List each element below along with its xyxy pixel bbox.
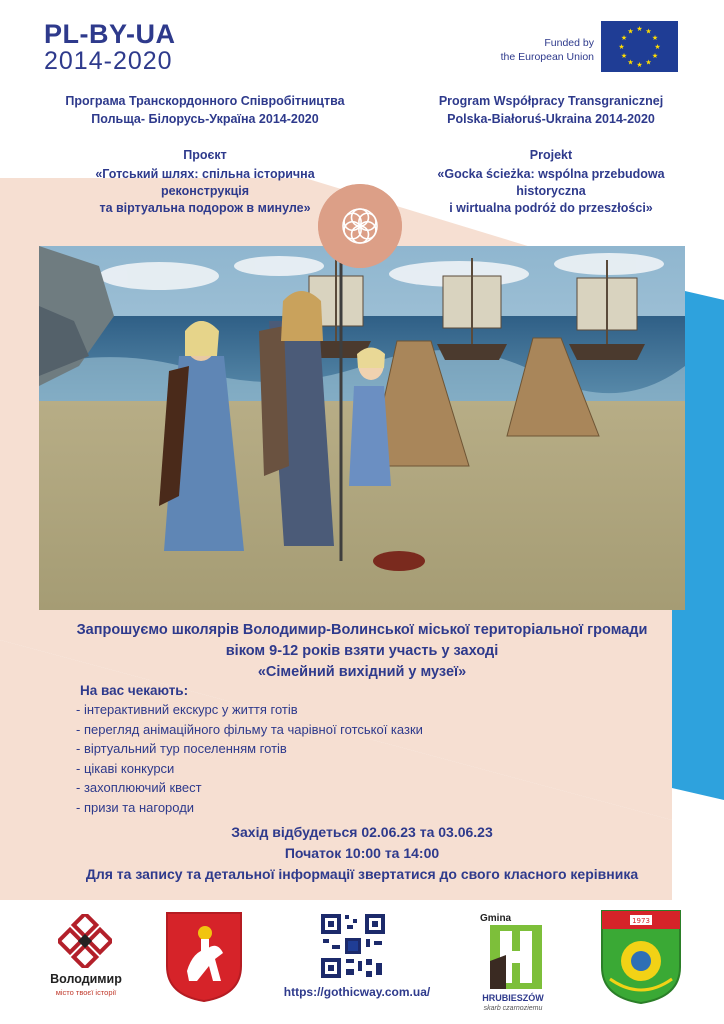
project-ua-line-3: та віртуальна подорож в минуле» <box>99 200 311 215</box>
eu-text-line-1: Funded by <box>544 37 594 49</box>
svg-text:★: ★ <box>651 52 659 60</box>
invitation-line-2: віком 9-12 років взяти участь у заході <box>225 643 499 660</box>
city-name: Володимир <box>50 972 122 986</box>
list-item: - перегляд анімаційного фільму та чарівної готської казки <box>76 721 423 737</box>
website-link[interactable]: https://gothicway.com.ua/ <box>283 985 431 999</box>
hrubieszow-logo-icon <box>486 921 546 993</box>
program-pl-line-2: Polska-Białoruś-Ukraina 2014-2020 <box>447 112 655 127</box>
list-item: - призи та нагороди <box>76 799 195 815</box>
program-ua-line-2: Польща- Білорусь-Україна 2014-2020 <box>91 112 319 127</box>
invitation-line-1: Запрошуємо школярів Володимир-Волинської міської територіальної громади <box>76 622 648 638</box>
eu-flag-icon <box>601 21 678 72</box>
svg-text:★: ★ <box>651 34 659 42</box>
project-pl-line-2: historyczna <box>516 183 586 198</box>
volodymyr-city-logo-icon <box>58 914 112 968</box>
badge-year: 1973 <box>632 917 650 925</box>
coat-of-arms-icon <box>165 911 243 1003</box>
hrubieszow-label: HRUBIESZÓW <box>482 993 544 1003</box>
program-title-pl <box>386 92 716 128</box>
program-pl-line-1: Program Współpracy Transgranicznej <box>438 94 664 108</box>
list-item: - захоплюючий квест <box>76 780 202 796</box>
svg-text:★: ★ <box>636 25 643 33</box>
program-title-ua <box>40 92 370 128</box>
project-title-ua <box>40 147 370 217</box>
svg-text:★: ★ <box>645 58 652 67</box>
pl-by-ua-logo <box>44 20 176 75</box>
svg-text:★: ★ <box>636 61 643 69</box>
logo-line-1: PL-BY-UA <box>44 19 176 49</box>
svg-text:★: ★ <box>645 27 652 36</box>
event-contact: Для та запису та детальної інформації звертатися до свого класного керівника <box>85 866 639 882</box>
svg-text:★: ★ <box>620 34 628 42</box>
event-details <box>20 822 704 885</box>
district-coat-of-arms-icon <box>600 909 682 1005</box>
eu-funding-text <box>486 36 594 64</box>
project-ua-heading: Проєкт <box>183 148 227 162</box>
program-ua-line-1: Програма Транскордонного Співробітництва <box>65 94 345 108</box>
project-pl-heading: Projekt <box>529 148 573 162</box>
svg-text:★: ★ <box>627 27 634 36</box>
svg-text:★: ★ <box>654 43 661 51</box>
event-start-time: Початок 10:00 та 14:00 <box>284 845 440 861</box>
hrubieszow-slogan: skarb czarnoziemu <box>483 1005 543 1012</box>
list-item: - інтерактивний екскурс у життя готів <box>76 702 298 717</box>
project-pl-line-3: i wirtualna podróż do przeszłości» <box>449 200 653 215</box>
flower-emblem-icon <box>318 184 402 268</box>
qr-code-icon[interactable] <box>318 911 388 981</box>
svg-text:★: ★ <box>627 58 634 67</box>
eu-text-line-2: the European Union <box>500 51 594 64</box>
logo-line-2: 2014-2020 <box>44 47 173 76</box>
gmina-label: Gmina <box>480 913 512 924</box>
city-slogan: місто твоєї історії <box>55 988 117 997</box>
list-item: - цікаві конкурси <box>76 760 175 776</box>
event-dates: Захід відбудеться 02.06.23 та 03.06.23 <box>231 824 493 840</box>
project-ua-line-1: «Готський шлях: спільна історична <box>95 166 315 181</box>
list-item: - віртуальний тур поселенням готів <box>76 741 287 757</box>
awaiting-heading: На вас чекають: <box>80 683 189 698</box>
gothic-beach-illustration <box>39 246 685 610</box>
invitation-text <box>20 620 704 683</box>
svg-text:★: ★ <box>618 43 625 51</box>
project-title-pl <box>386 147 716 217</box>
invitation-line-3: «Сімейний вихідний у музеї» <box>257 664 467 681</box>
project-pl-line-1: «Gocka ścieżka: wspólna przebudowa <box>437 166 665 181</box>
project-ua-line-2: реконструкція <box>160 183 250 198</box>
svg-text:★: ★ <box>620 52 628 60</box>
awaiting-list <box>76 700 423 818</box>
